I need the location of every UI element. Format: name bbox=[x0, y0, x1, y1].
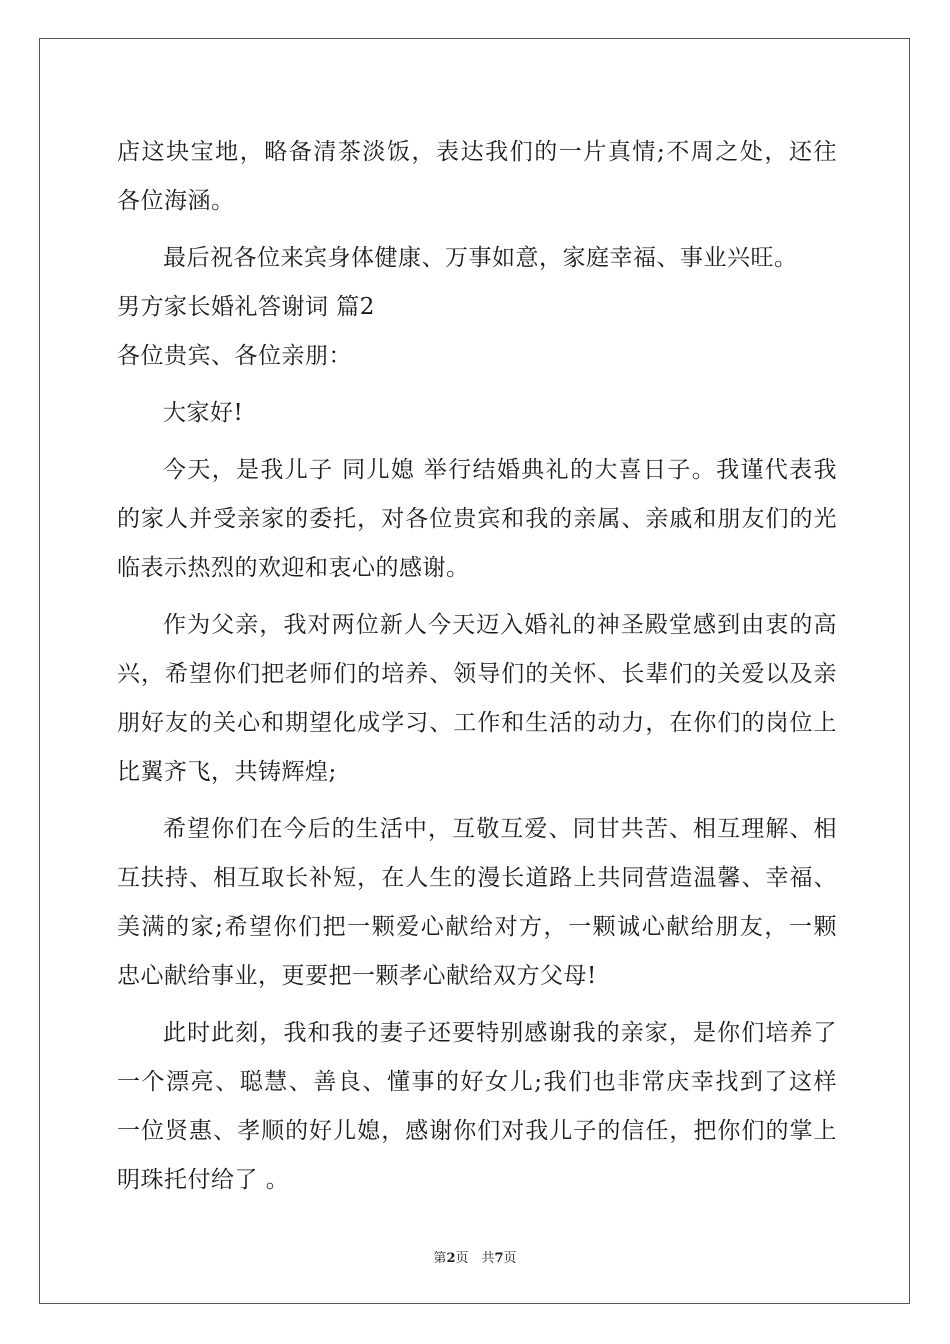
paragraph-line: 作为父亲，我对两位新人今天迈入婚礼的神圣殿堂感到由衷的高 bbox=[163, 612, 837, 638]
paragraph-line: 比翼齐飞，共铸辉煌; bbox=[117, 759, 337, 785]
text-line: 各位海涵。 bbox=[117, 188, 235, 214]
paragraph-line: 此时此刻，我和我的妻子还要特别感谢我的亲家，是你们培养了 bbox=[163, 1020, 837, 1046]
total-pages-number: 7 bbox=[494, 1251, 504, 1266]
paragraph-line: 临表示热烈的欢迎和衷心的感谢。 bbox=[117, 555, 470, 581]
paragraph-line: 希望你们在今后的生活中，互敬互爱、同甘共苦、相互理解、相 bbox=[163, 816, 837, 842]
footer-prefix: 第 bbox=[433, 1251, 447, 1266]
footer-suffix: 页 bbox=[503, 1251, 517, 1266]
greeting: 大家好! bbox=[163, 400, 244, 426]
paragraph-line: 朋好友的关心和期望化成学习、工作和生活的动力，在你们的岗位上 bbox=[117, 710, 837, 736]
document-body bbox=[117, 128, 837, 1205]
page-footer bbox=[0, 1247, 950, 1266]
paragraph-line: 一个漂亮、聪慧、善良、懂事的好女儿;我们也非常庆幸找到了这样 bbox=[117, 1069, 837, 1095]
text-line: 店这块宝地，略备清茶淡饭，表达我们的一片真情;不周之处，还往 bbox=[117, 139, 837, 165]
paragraph-line: 美满的家;希望你们把一颗爱心献给对方，一颗诚心献给朋友，一颗 bbox=[117, 914, 837, 940]
paragraph-line: 互扶持、相互取长补短，在人生的漫长道路上共同营造温馨、幸福、 bbox=[117, 865, 837, 891]
section-heading: 男方家长婚礼答谢词 篇2 bbox=[117, 294, 375, 320]
paragraph-line: 一位贤惠、孝顺的好儿媳，感谢你们对我儿子的信任，把你们的掌上 bbox=[117, 1118, 837, 1144]
footer-mid: 页 共 bbox=[455, 1251, 495, 1266]
paragraph-line: 最后祝各位来宾身体健康、万事如意，家庭幸福、事业兴旺。 bbox=[163, 245, 798, 271]
salutation: 各位贵宾、各位亲朋： bbox=[117, 343, 352, 369]
paragraph-line: 兴，希望你们把老师们的培养、领导们的关怀、长辈们的关爱以及亲 bbox=[117, 661, 837, 687]
current-page-number: 2 bbox=[446, 1251, 456, 1266]
paragraph-line: 今天，是我儿子 同儿媳 举行结婚典礼的大喜日子。我谨代表我 bbox=[163, 457, 837, 483]
paragraph-line: 忠心献给事业，更要把一颗孝心献给双方父母! bbox=[117, 963, 597, 989]
paragraph-line: 明珠托付给了 。 bbox=[117, 1167, 290, 1193]
paragraph-line: 的家人并受亲家的委托，对各位贵宾和我的亲属、亲戚和朋友们的光 bbox=[117, 506, 837, 532]
